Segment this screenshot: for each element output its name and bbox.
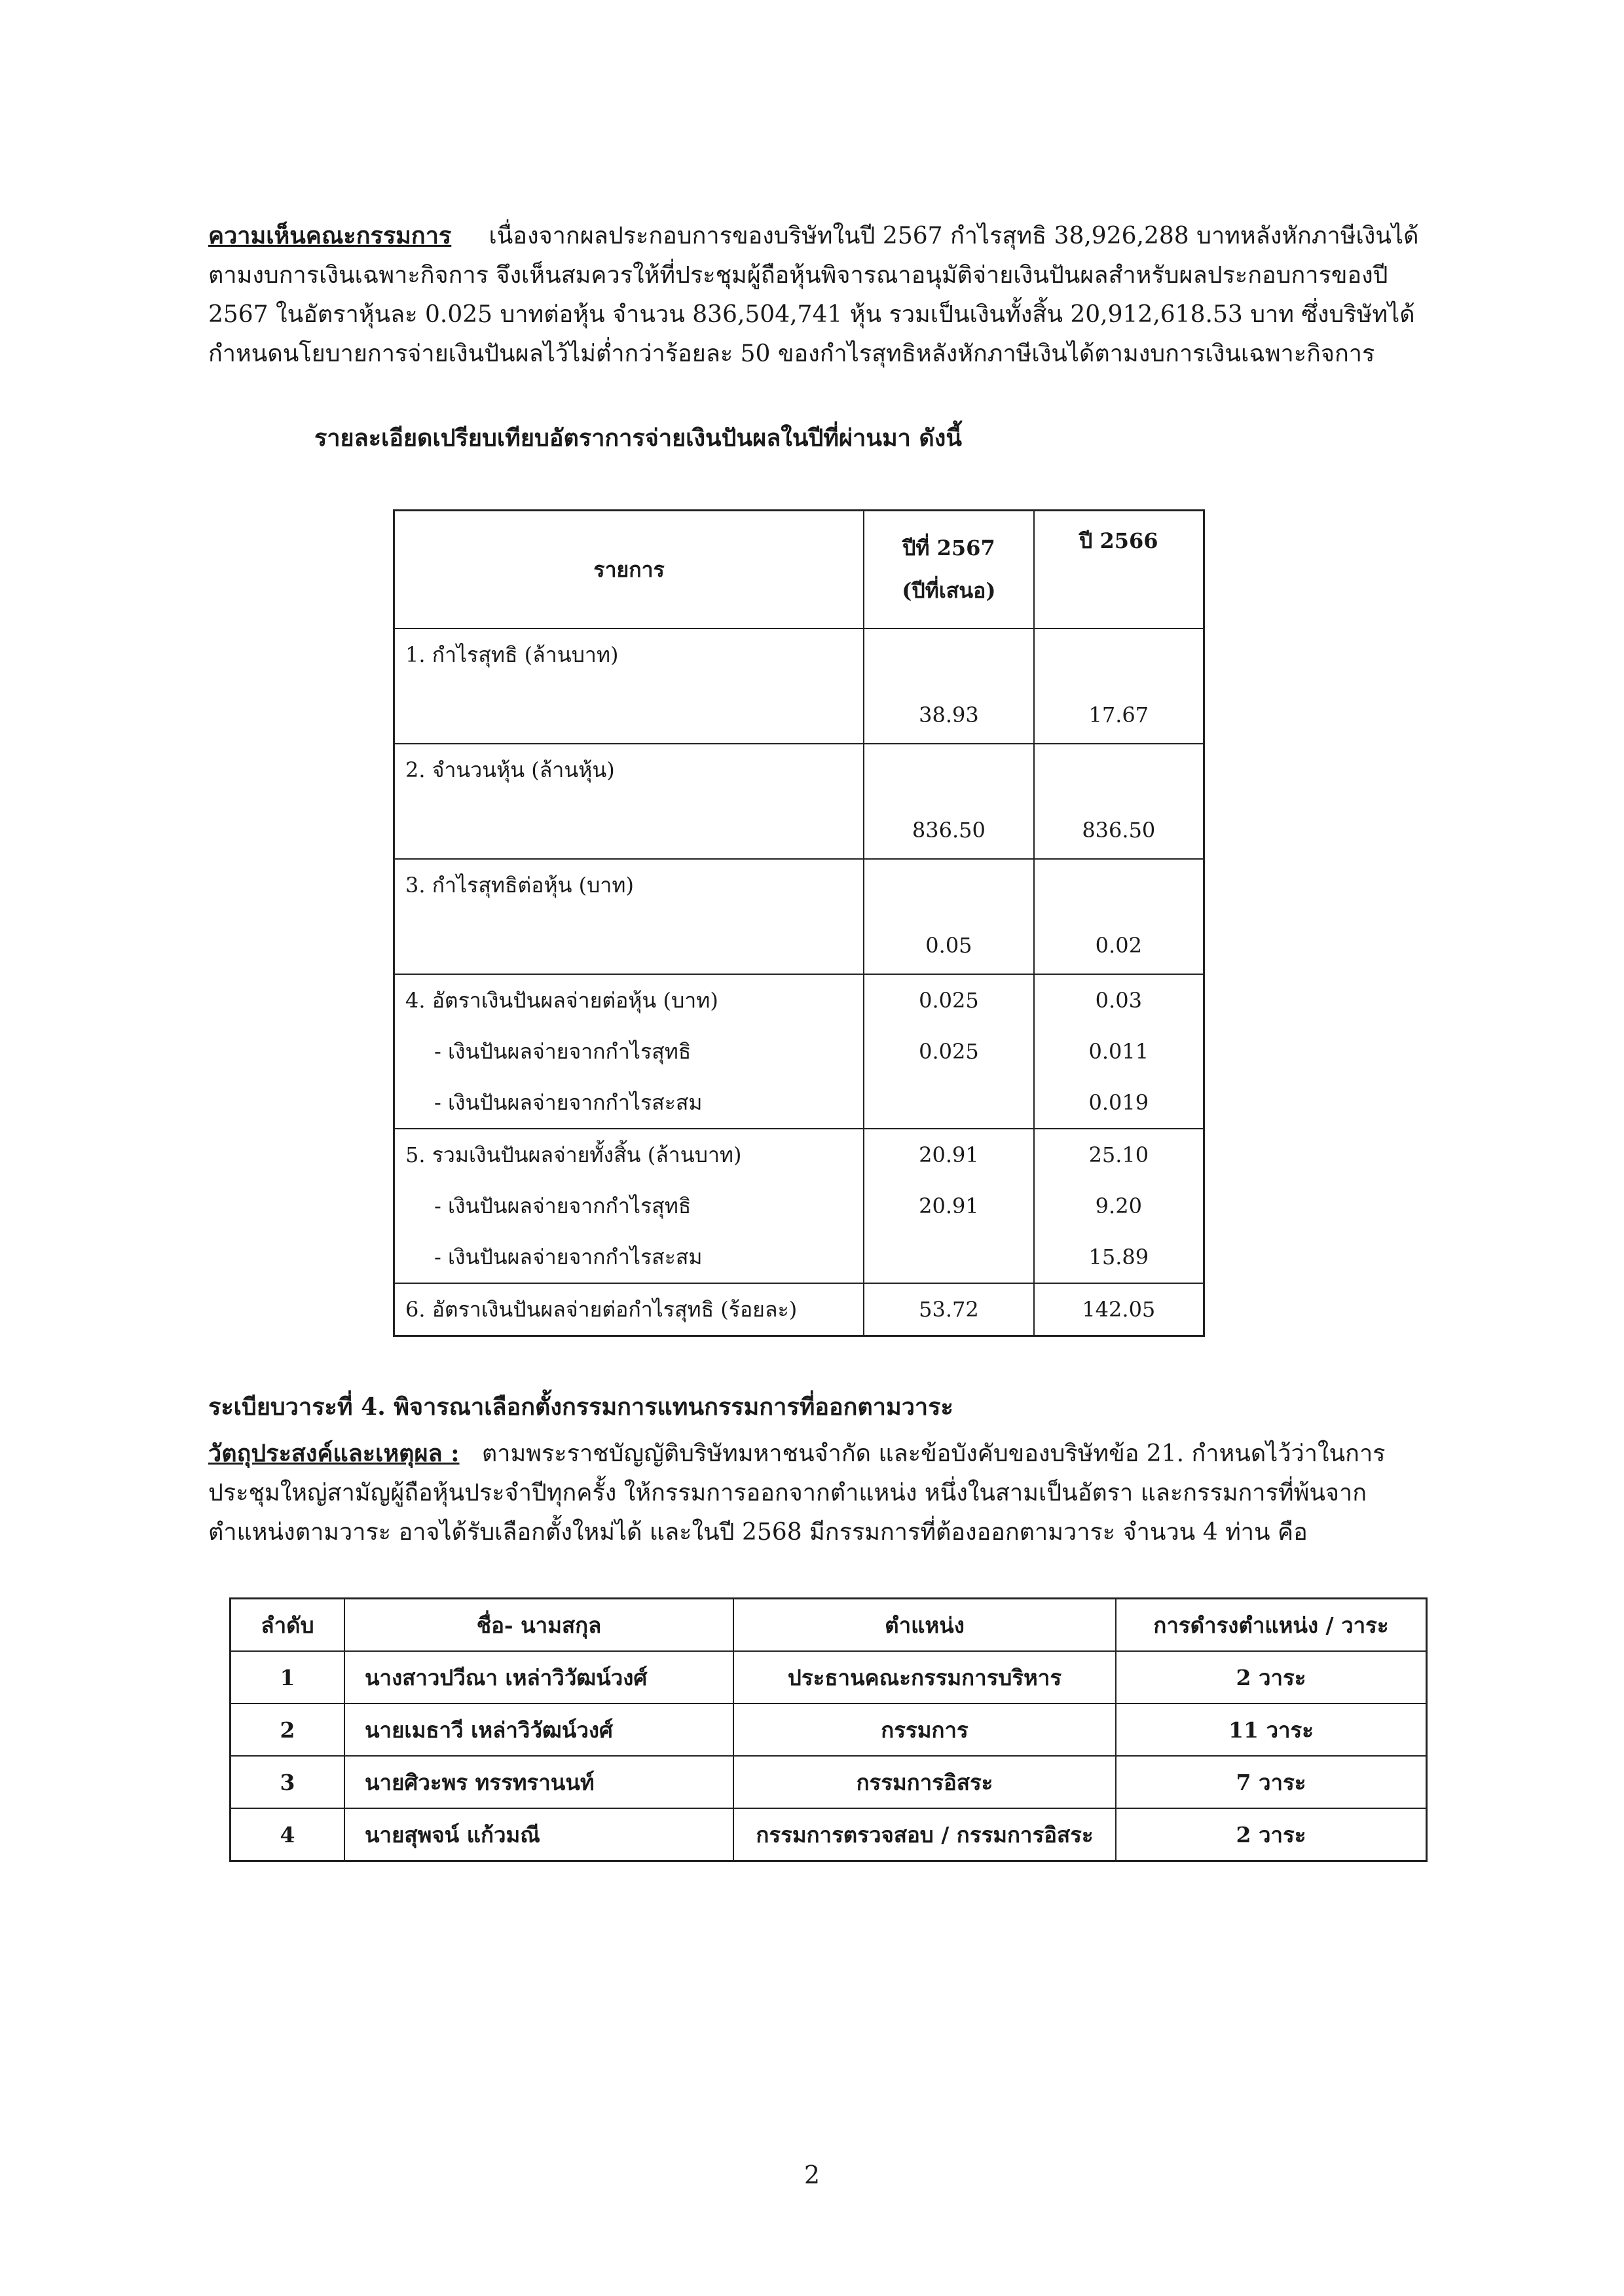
value-2567 [864,1077,1033,1129]
agenda-title: ระเบียบวาระที่ 4. พิจารณาเลือกตั้งกรรมการแทนกรรมการที่ออกตามวาระ [208,1393,953,1421]
row-label: 6. อัตราเงินปันผลจ่ายต่อกำไรสุทธิ (ร้อยละ) [394,1283,864,1336]
row-label: 3. กำไรสุทธิต่อหุ้น (บาท) [394,859,864,974]
value-2567: 836.50 [864,744,1033,859]
director-name: นางสาวปวีณา เหล่าวิวัฒน์วงศ์ [344,1651,733,1704]
row-label: 5. รวมเงินปันผลจ่ายทั้งสิ้น (ล้านบาท) [394,1129,864,1180]
col-header-name: ชื่อ- นามสกุล [344,1599,733,1652]
table-row [231,1808,1427,1861]
page-number: 2 [803,2160,821,2189]
table-row [394,1026,1204,1077]
director-position: กรรมการตรวจสอบ / กรรมการอิสระ [733,1808,1116,1861]
table-row [394,974,1204,1026]
value-2567 [864,1231,1033,1283]
col-header-position: ตำแหน่ง [733,1599,1116,1652]
objective-label: วัตถุประสงค์และเหตุผล : [208,1440,460,1467]
objective-paragraph [208,1434,1452,1552]
director-position: กรรมการอิสระ [733,1756,1116,1808]
value-2567: 0.025 [864,974,1033,1026]
col-header-term: การดำรงตำแหน่ง / วาระ [1116,1599,1427,1652]
comparison-heading: รายละเอียดเปรียบเทียบอัตราการจ่ายเงินปันผลในปีที่ผ่านมา ดังนี้ [314,424,962,452]
directors-table [229,1597,1428,1862]
value-2567: 0.025 [864,1026,1033,1077]
col-header-2567-note: (ปีที่เสนอ) [902,578,996,603]
director-term: 2 วาระ [1116,1651,1427,1704]
director-name: นายสุพจน์ แก้วมณี [344,1808,733,1861]
director-term: 11 วาระ [1116,1704,1427,1756]
table-row [394,744,1204,859]
value-2566: 0.019 [1034,1077,1204,1129]
col-header-no: ลำดับ [231,1599,345,1652]
row-label: 1. กำไรสุทธิ (ล้านบาท) [394,629,864,744]
table-row [394,1077,1204,1129]
table-row [231,1704,1427,1756]
table-row [394,629,1204,744]
board-opinion-paragraph [208,216,1452,374]
director-position: กรรมการ [733,1704,1116,1756]
table-row [231,1651,1427,1704]
table-row [394,1129,1204,1180]
director-no: 2 [231,1704,345,1756]
director-term: 7 วาระ [1116,1756,1427,1808]
row-label: - เงินปันผลจ่ายจากกำไรสะสม [394,1077,864,1129]
col-header-2567 [864,511,1033,629]
col-header-2566: ปี 2566 [1034,511,1204,629]
value-2566: 17.67 [1034,629,1204,744]
table-row [394,1231,1204,1283]
value-2566: 9.20 [1034,1180,1204,1231]
value-2566: 0.03 [1034,974,1204,1026]
value-2567: 20.91 [864,1180,1033,1231]
value-2566: 0.011 [1034,1026,1204,1077]
row-label: - เงินปันผลจ่ายจากกำไรสุทธิ [394,1026,864,1077]
col-header-2567-year: ปีที่ 2567 [902,536,995,560]
table-row [394,1283,1204,1336]
value-2566: 0.02 [1034,859,1204,974]
value-2567: 20.91 [864,1129,1033,1180]
board-opinion-text: เนื่องจากผลประกอบการของบริษัทในปี 2567 กำไรสุทธิ 38,926,288 บาทหลังหักภาษีเงินได้ตามงบการเงินเฉพาะกิจการ จึงเห็นสมควรให้ที่ประชุมผู้ถือหุ้นพิจารณาอนุมัติจ่ายเงินปันผลสำหรับผลประกอบการของปี 2567 ในอัตราหุ้นละ 0.025 บาทต่อหุ้น จำนวน 836,504,741 หุ้น รวมเป็นเงินทั้งสิ้น 20,912,618.53 บาท ซึ่งบริษัทได้กำหนดนโยบายการจ่ายเงินปันผลไว้ไม่ต่ำกว่าร้อยละ 50 ของกำไรสุทธิหลังหักภาษีเงินได้ตามงบการเงินเฉพาะกิจการ [208,223,1419,367]
value-2567: 53.72 [864,1283,1033,1336]
board-opinion-label: ความเห็นคณะกรรมการ [208,222,452,249]
dividend-comparison-table [393,509,1205,1337]
row-label: - เงินปันผลจ่ายจากกำไรสะสม [394,1231,864,1283]
table-row [231,1756,1427,1808]
objective-text: ตามพระราชบัญญัติบริษัทมหาชนจำกัด และข้อบังคับของบริษัทข้อ 21. กำหนดไว้ว่าในการประชุมใหญ่สามัญผู้ถือหุ้นประจำปีทุกครั้ง ให้กรรมการออกจากตำแหน่ง หนึ่งในสามเป็นอัตรา และกรรมการที่พ้นจากตำแหน่งตามวาระ อาจได้รับเลือกตั้งใหม่ได้ และในปี 2568 มีกรรมการที่ต้องออกตามวาระ จำนวน 4 ท่าน คือ [208,1440,1386,1546]
director-position: ประธานคณะกรรมการบริหาร [733,1651,1116,1704]
value-2566: 142.05 [1034,1283,1204,1336]
value-2566: 25.10 [1034,1129,1204,1180]
value-2566: 15.89 [1034,1231,1204,1283]
director-no: 1 [231,1651,345,1704]
value-2566: 836.50 [1034,744,1204,859]
col-header-item: รายการ [394,511,864,629]
value-2567: 0.05 [864,859,1033,974]
table-row [394,859,1204,974]
row-label: 4. อัตราเงินปันผลจ่ายต่อหุ้น (บาท) [394,974,864,1026]
row-label: 2. จำนวนหุ้น (ล้านหุ้น) [394,744,864,859]
value-2567: 38.93 [864,629,1033,744]
director-name: นายศิวะพร ทรรทรานนท์ [344,1756,733,1808]
director-no: 3 [231,1756,345,1808]
table-row [394,1180,1204,1231]
director-no: 4 [231,1808,345,1861]
director-term: 2 วาระ [1116,1808,1427,1861]
director-name: นายเมธาวี เหล่าวิวัฒน์วงศ์ [344,1704,733,1756]
row-label: - เงินปันผลจ่ายจากกำไรสุทธิ [394,1180,864,1231]
